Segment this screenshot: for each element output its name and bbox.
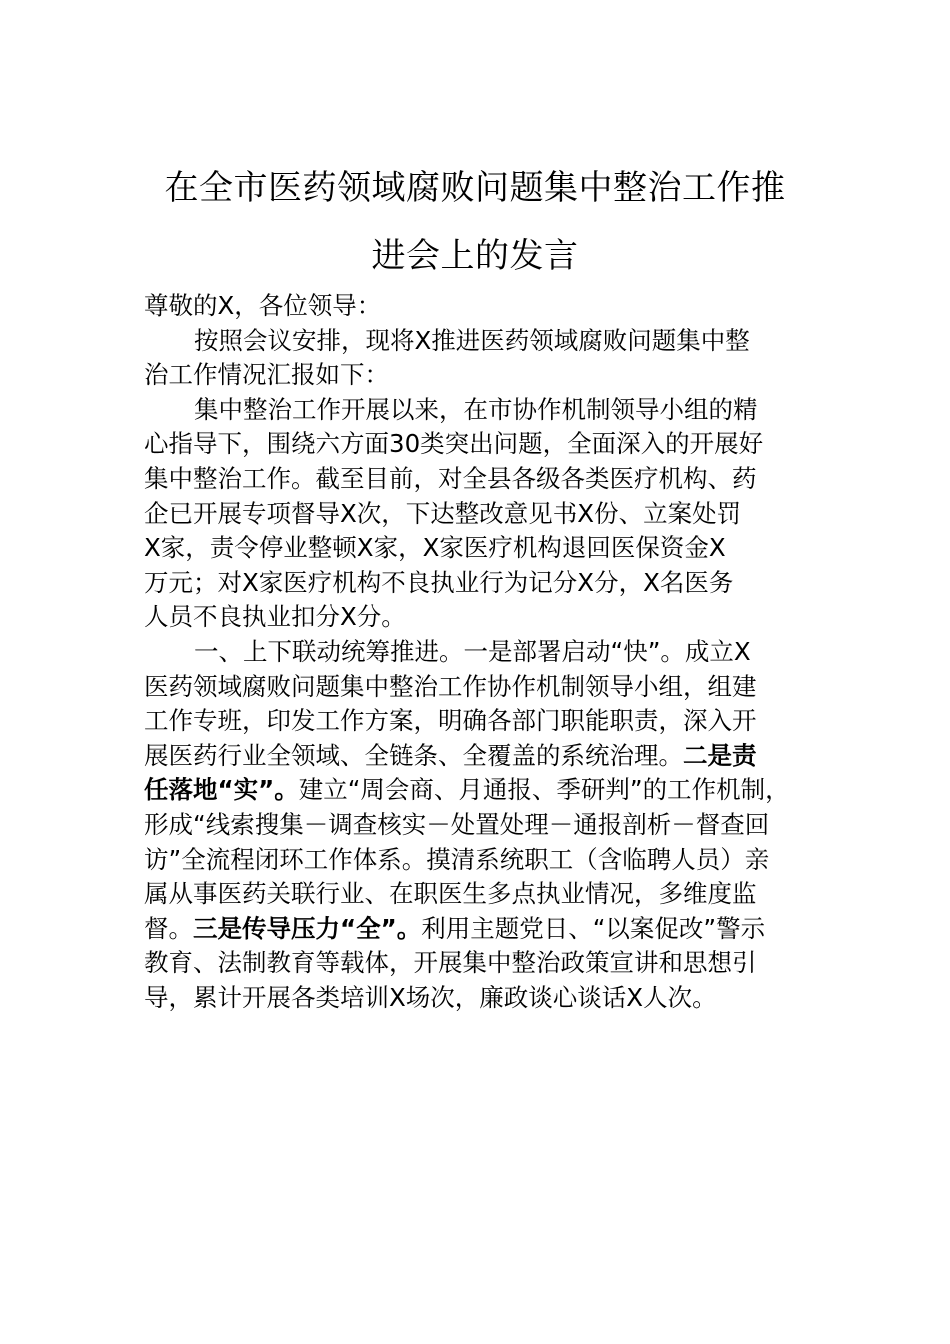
body-line bbox=[144, 427, 824, 462]
body-line bbox=[144, 289, 824, 324]
body-text-run: 工作专班，印发工作方案，明确各部门职能职责，深入开 bbox=[144, 706, 757, 736]
body-text-run: 建立“周会商、月通报、季研判”的工作机制， bbox=[298, 775, 790, 805]
body-line bbox=[144, 358, 824, 393]
body-text-run: 集中整治工作。截至目前，对全县各级各类医疗机构、药 bbox=[144, 463, 757, 493]
body-text-run: 访”全流程闭环工作体系。摸清系统职工（含临聘人员）亲 bbox=[144, 844, 770, 874]
body-text-run: 展医药行业全领域、全链条、全覆盖的系统治理。 bbox=[144, 740, 683, 770]
body-text-run: 导，累计开展各类培训X场次，廉政谈心谈话X人次。 bbox=[144, 982, 717, 1012]
body-text-run: 督。 bbox=[144, 913, 193, 943]
body-line bbox=[144, 670, 824, 705]
body-line bbox=[144, 531, 824, 566]
body-line bbox=[144, 981, 824, 1016]
body-bold-text: 三是传导压力“全”。 bbox=[193, 913, 422, 943]
body-line bbox=[144, 393, 824, 428]
body-text-run: 利用主题党日、“以案促改”警示 bbox=[421, 913, 766, 943]
document-title-line-2: 进会上的发言 bbox=[371, 236, 579, 276]
body-text-run: 尊敬的X，各位领导： bbox=[144, 291, 382, 320]
body-line bbox=[144, 912, 824, 947]
body-line bbox=[144, 600, 824, 635]
body-text-run: 教育、法制教育等载体，开展集中整治政策宣讲和思想引 bbox=[144, 948, 757, 978]
body-bold-text: 任落地“实”。 bbox=[144, 775, 299, 805]
body-line bbox=[144, 877, 824, 912]
body-line bbox=[144, 635, 824, 670]
document-body bbox=[144, 289, 824, 1015]
body-text-run: 形成“线索搜集－调查核实－处置处理－通报剖析－督查回 bbox=[144, 809, 770, 839]
body-line bbox=[144, 808, 824, 843]
body-line bbox=[144, 324, 824, 359]
body-text-run: 集中整治工作开展以来，在市协作机制领导小组的精 bbox=[194, 394, 758, 424]
document-title-line-1: 在全市医药领域腐败问题集中整治工作推 bbox=[164, 168, 786, 208]
body-text-run: 心指导下，围绕六方面30类突出问题，全面深入的开展好 bbox=[144, 429, 764, 459]
body-line bbox=[144, 843, 824, 878]
body-text-run: X家，责令停业整顿X家，X家医疗机构退回医保资金X bbox=[144, 533, 726, 563]
body-text-run: 医药领域腐败问题集中整治工作协作机制领导小组，组建 bbox=[144, 671, 757, 701]
body-line bbox=[144, 739, 824, 774]
body-text-run: 一、上下联动统筹推进。一是部署启动“快”。成立X bbox=[194, 636, 751, 666]
body-line bbox=[144, 462, 824, 497]
body-line bbox=[144, 704, 824, 739]
body-line bbox=[144, 566, 824, 601]
body-text-run: 治工作情况汇报如下： bbox=[144, 360, 389, 390]
body-line bbox=[144, 946, 824, 981]
body-line bbox=[144, 773, 824, 808]
body-bold-text: 二是责 bbox=[683, 740, 757, 770]
body-line bbox=[144, 497, 824, 532]
body-text-run: 万元；对X家医疗机构不良执业行为记分X分，X名医务 bbox=[144, 567, 734, 597]
body-text-run: 企已开展专项督导X次，下达整改意见书X份、立案处罚 bbox=[144, 498, 742, 528]
body-text-run: 按照会议安排，现将X推进医药领域腐败问题集中整 bbox=[194, 325, 750, 355]
body-text-run: 人员不良执业扣分X分。 bbox=[144, 602, 406, 632]
body-text-run: 属从事医药关联行业、在职医生多点执业情况，多维度监 bbox=[144, 879, 757, 909]
